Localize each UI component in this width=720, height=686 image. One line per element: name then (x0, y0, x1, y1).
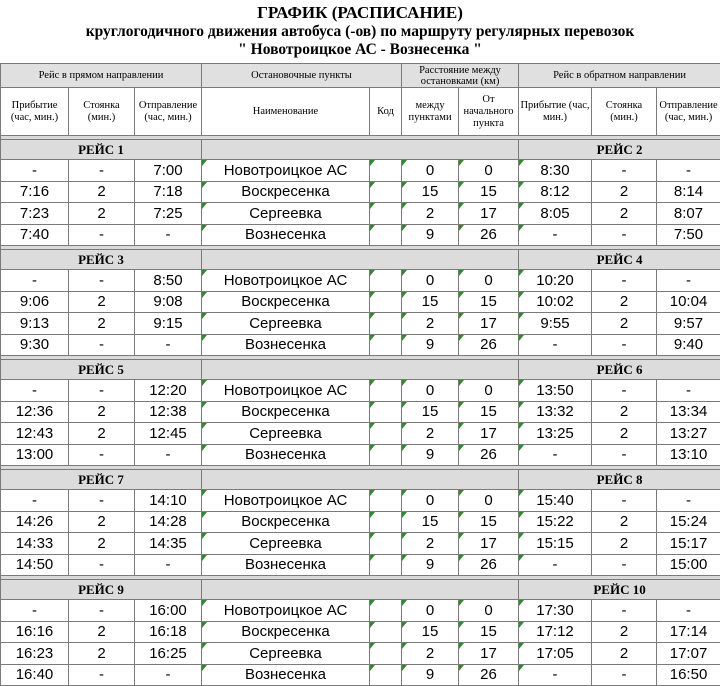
stop-name: Сергеевка (202, 423, 370, 445)
backward-stay: 2 (592, 291, 657, 313)
forward-departure: - (135, 224, 202, 246)
stop-name: Воскресенка (202, 181, 370, 203)
forward-arrival: - (1, 160, 69, 182)
header-backward-departure: Отправление (час, мин.) (657, 88, 720, 136)
forward-departure: 9:15 (135, 313, 202, 335)
distance-from-start: 17 (459, 203, 519, 225)
forward-arrival: 9:06 (1, 291, 69, 313)
backward-arrival: 15:22 (519, 511, 592, 533)
distance-between: 2 (402, 643, 459, 665)
forward-departure: 7:25 (135, 203, 202, 225)
stop-code (370, 664, 402, 686)
stop-name: Воскресенка (202, 291, 370, 313)
forward-stay: - (69, 600, 135, 622)
backward-arrival: 9:55 (519, 313, 592, 335)
stop-code (370, 224, 402, 246)
stop-name: Сергеевка (202, 313, 370, 335)
stop-code (370, 621, 402, 643)
stop-code (370, 334, 402, 356)
distance-between: 15 (402, 401, 459, 423)
header-backward-stay: Стоянка (мин.) (592, 88, 657, 136)
backward-arrival: 10:02 (519, 291, 592, 313)
backward-arrival: 17:30 (519, 600, 592, 622)
stop-code (370, 401, 402, 423)
backward-stay: - (592, 664, 657, 686)
header-distance: Расстояние между остановками (км) (402, 64, 519, 88)
schedule-table (0, 63, 720, 686)
forward-trip-label: РЕЙС 9 (1, 580, 202, 600)
table-row (1, 313, 720, 335)
distance-from-start: 26 (459, 444, 519, 466)
distance-from-start: 0 (459, 160, 519, 182)
backward-departure: - (657, 270, 720, 292)
backward-arrival: 8:12 (519, 181, 592, 203)
backward-departure: 10:04 (657, 291, 720, 313)
distance-between: 0 (402, 490, 459, 512)
trip-header-row (1, 360, 720, 380)
table-row (1, 270, 720, 292)
forward-departure: 9:08 (135, 291, 202, 313)
stop-name: Новотроицкое АС (202, 600, 370, 622)
table-row (1, 224, 720, 246)
forward-stay: 2 (69, 533, 135, 555)
header-backward-arrival: Прибытие (час, мин.) (519, 88, 592, 136)
forward-arrival: 14:33 (1, 533, 69, 555)
route-name: " Новотроицкое АС - Вознесенка " (0, 41, 720, 59)
forward-stay: 2 (69, 621, 135, 643)
distance-between: 0 (402, 270, 459, 292)
backward-stay: 2 (592, 643, 657, 665)
backward-trip-label: РЕЙС 2 (519, 140, 720, 160)
backward-arrival: - (519, 224, 592, 246)
backward-departure: 15:24 (657, 511, 720, 533)
table-row (1, 334, 720, 356)
stop-code (370, 291, 402, 313)
forward-stay: 2 (69, 643, 135, 665)
backward-arrival: 15:40 (519, 490, 592, 512)
stop-name: Вознесенка (202, 334, 370, 356)
forward-stay: 2 (69, 423, 135, 445)
forward-departure: - (135, 444, 202, 466)
forward-stay: 2 (69, 203, 135, 225)
stop-name: Сергеевка (202, 643, 370, 665)
table-row (1, 423, 720, 445)
distance-from-start: 17 (459, 533, 519, 555)
forward-arrival: - (1, 270, 69, 292)
stop-code (370, 270, 402, 292)
distance-from-start: 15 (459, 401, 519, 423)
distance-between: 2 (402, 203, 459, 225)
stop-name: Вознесенка (202, 224, 370, 246)
distance-from-start: 26 (459, 334, 519, 356)
stop-code (370, 554, 402, 576)
table-row (1, 621, 720, 643)
header-forward-arrival: Прибытие (час, мин.) (1, 88, 69, 136)
backward-stay: - (592, 224, 657, 246)
forward-trip-label: РЕЙС 7 (1, 470, 202, 490)
trip-header-row (1, 250, 720, 270)
stop-code (370, 160, 402, 182)
backward-stay: 2 (592, 533, 657, 555)
backward-stay: 2 (592, 181, 657, 203)
table-row (1, 444, 720, 466)
backward-departure: 17:07 (657, 643, 720, 665)
forward-departure: 12:20 (135, 380, 202, 402)
table-row (1, 643, 720, 665)
stop-name: Вознесенка (202, 444, 370, 466)
distance-from-start: 17 (459, 423, 519, 445)
stop-code (370, 490, 402, 512)
forward-stay: - (69, 664, 135, 686)
backward-stay: 2 (592, 423, 657, 445)
distance-from-start: 26 (459, 664, 519, 686)
backward-departure: 13:10 (657, 444, 720, 466)
distance-between: 9 (402, 224, 459, 246)
backward-stay: - (592, 444, 657, 466)
forward-departure: 12:45 (135, 423, 202, 445)
schedule-subtitle: круглогодичного движения автобуса (-ов) по маршруту регулярных перевозок (0, 23, 720, 41)
backward-arrival: 17:05 (519, 643, 592, 665)
backward-stay: - (592, 270, 657, 292)
backward-trip-label: РЕЙС 8 (519, 470, 720, 490)
forward-arrival: 12:43 (1, 423, 69, 445)
forward-arrival: 9:13 (1, 313, 69, 335)
forward-departure: 14:28 (135, 511, 202, 533)
trip-header-spacer (202, 140, 519, 160)
backward-arrival: 8:05 (519, 203, 592, 225)
forward-stay: - (69, 490, 135, 512)
table-row (1, 664, 720, 686)
stop-code (370, 423, 402, 445)
backward-stay: - (592, 334, 657, 356)
distance-between: 0 (402, 160, 459, 182)
header-name: Наименование (202, 88, 370, 136)
forward-arrival: - (1, 600, 69, 622)
backward-departure: 9:40 (657, 334, 720, 356)
header-stops: Остановочные пункты (202, 64, 402, 88)
table-row (1, 181, 720, 203)
backward-arrival: 13:32 (519, 401, 592, 423)
backward-arrival: 10:20 (519, 270, 592, 292)
forward-stay: 2 (69, 181, 135, 203)
table-row (1, 533, 720, 555)
backward-arrival: 8:30 (519, 160, 592, 182)
table-row (1, 554, 720, 576)
trip-header-row (1, 470, 720, 490)
stop-name: Вознесенка (202, 554, 370, 576)
stop-code (370, 533, 402, 555)
stop-name: Вознесенка (202, 664, 370, 686)
distance-between: 2 (402, 533, 459, 555)
backward-stay: - (592, 380, 657, 402)
backward-departure: - (657, 160, 720, 182)
trip-header-spacer (202, 250, 519, 270)
forward-departure: 8:50 (135, 270, 202, 292)
forward-departure: 14:35 (135, 533, 202, 555)
backward-stay: 2 (592, 203, 657, 225)
distance-from-start: 26 (459, 224, 519, 246)
distance-from-start: 0 (459, 600, 519, 622)
table-row (1, 600, 720, 622)
backward-departure: - (657, 600, 720, 622)
forward-arrival: 16:23 (1, 643, 69, 665)
stop-name: Новотроицкое АС (202, 380, 370, 402)
distance-between: 0 (402, 380, 459, 402)
forward-departure: 7:00 (135, 160, 202, 182)
forward-stay: - (69, 380, 135, 402)
header-row-columns (1, 88, 720, 136)
stop-name: Новотроицкое АС (202, 270, 370, 292)
backward-stay: 2 (592, 313, 657, 335)
backward-trip-label: РЕЙС 10 (519, 580, 720, 600)
backward-arrival: 13:25 (519, 423, 592, 445)
table-row (1, 490, 720, 512)
forward-stay: - (69, 270, 135, 292)
distance-from-start: 15 (459, 511, 519, 533)
forward-arrival: 13:00 (1, 444, 69, 466)
forward-trip-label: РЕЙС 3 (1, 250, 202, 270)
backward-departure: 13:34 (657, 401, 720, 423)
distance-between: 15 (402, 621, 459, 643)
stop-code (370, 181, 402, 203)
distance-from-start: 26 (459, 554, 519, 576)
backward-stay: - (592, 600, 657, 622)
backward-arrival: - (519, 554, 592, 576)
header-forward-departure: Отправление (час, мин.) (135, 88, 202, 136)
forward-arrival: 7:16 (1, 181, 69, 203)
trip-header-row (1, 140, 720, 160)
stop-code (370, 203, 402, 225)
distance-between: 9 (402, 334, 459, 356)
trip-header-spacer (202, 360, 519, 380)
stop-name: Сергеевка (202, 533, 370, 555)
stop-name: Воскресенка (202, 401, 370, 423)
backward-arrival: 15:15 (519, 533, 592, 555)
distance-between: 0 (402, 600, 459, 622)
distance-from-start: 15 (459, 291, 519, 313)
backward-trip-label: РЕЙС 4 (519, 250, 720, 270)
trip-header-row (1, 580, 720, 600)
distance-between: 15 (402, 181, 459, 203)
forward-stay: - (69, 160, 135, 182)
table-row (1, 291, 720, 313)
backward-departure: 8:14 (657, 181, 720, 203)
backward-stay: - (592, 554, 657, 576)
backward-departure: 9:57 (657, 313, 720, 335)
stop-name: Новотроицкое АС (202, 160, 370, 182)
stop-name: Сергеевка (202, 203, 370, 225)
backward-departure: 8:07 (657, 203, 720, 225)
table-row (1, 160, 720, 182)
forward-arrival: 12:36 (1, 401, 69, 423)
forward-arrival: 16:40 (1, 664, 69, 686)
forward-departure: 14:10 (135, 490, 202, 512)
backward-stay: - (592, 160, 657, 182)
header-backward: Рейс в обратном направлении (519, 64, 720, 88)
stop-name: Воскресенка (202, 511, 370, 533)
distance-between: 15 (402, 511, 459, 533)
forward-arrival: - (1, 490, 69, 512)
distance-between: 9 (402, 554, 459, 576)
backward-arrival: 13:50 (519, 380, 592, 402)
stop-name: Воскресенка (202, 621, 370, 643)
backward-stay: 2 (592, 511, 657, 533)
forward-departure: 16:18 (135, 621, 202, 643)
forward-departure: - (135, 664, 202, 686)
table-row (1, 380, 720, 402)
forward-stay: - (69, 444, 135, 466)
trip-header-spacer (202, 580, 519, 600)
stop-code (370, 380, 402, 402)
forward-arrival: - (1, 380, 69, 402)
table-row (1, 511, 720, 533)
distance-from-start: 17 (459, 313, 519, 335)
table-row (1, 203, 720, 225)
backward-departure: 15:17 (657, 533, 720, 555)
backward-stay: 2 (592, 621, 657, 643)
forward-arrival: 14:50 (1, 554, 69, 576)
forward-arrival: 7:23 (1, 203, 69, 225)
forward-departure: 16:00 (135, 600, 202, 622)
forward-trip-label: РЕЙС 1 (1, 140, 202, 160)
distance-from-start: 15 (459, 621, 519, 643)
header-between: между пунктами (402, 88, 459, 136)
forward-arrival: 16:16 (1, 621, 69, 643)
distance-from-start: 0 (459, 380, 519, 402)
forward-stay: - (69, 224, 135, 246)
distance-between: 15 (402, 291, 459, 313)
header-forward: Рейс в прямом направлении (1, 64, 202, 88)
stop-code (370, 313, 402, 335)
forward-stay: 2 (69, 511, 135, 533)
backward-arrival: - (519, 444, 592, 466)
stop-code (370, 643, 402, 665)
forward-departure: - (135, 554, 202, 576)
forward-departure: 12:38 (135, 401, 202, 423)
stop-code (370, 600, 402, 622)
header-from-start: От начального пункта (459, 88, 519, 136)
backward-departure: 17:14 (657, 621, 720, 643)
backward-trip-label: РЕЙС 6 (519, 360, 720, 380)
stop-code (370, 444, 402, 466)
distance-from-start: 0 (459, 270, 519, 292)
backward-departure: 15:00 (657, 554, 720, 576)
backward-departure: - (657, 380, 720, 402)
forward-trip-label: РЕЙС 5 (1, 360, 202, 380)
forward-stay: 2 (69, 291, 135, 313)
distance-from-start: 0 (459, 490, 519, 512)
table-row (1, 401, 720, 423)
distance-from-start: 15 (459, 181, 519, 203)
backward-arrival: - (519, 334, 592, 356)
backward-stay: - (592, 490, 657, 512)
forward-arrival: 9:30 (1, 334, 69, 356)
backward-departure: 16:50 (657, 664, 720, 686)
backward-arrival: 17:12 (519, 621, 592, 643)
forward-departure: 7:18 (135, 181, 202, 203)
stop-name: Новотроицкое АС (202, 490, 370, 512)
backward-departure: - (657, 490, 720, 512)
forward-stay: - (69, 554, 135, 576)
forward-stay: 2 (69, 313, 135, 335)
backward-stay: 2 (592, 401, 657, 423)
backward-departure: 7:50 (657, 224, 720, 246)
header-code: Код (370, 88, 402, 136)
header-row-groups (1, 64, 720, 88)
stop-code (370, 511, 402, 533)
trip-header-spacer (202, 470, 519, 490)
forward-arrival: 14:26 (1, 511, 69, 533)
header-forward-stay: Стоянка (мин.) (69, 88, 135, 136)
forward-stay: 2 (69, 401, 135, 423)
forward-stay: - (69, 334, 135, 356)
forward-departure: 16:25 (135, 643, 202, 665)
distance-between: 2 (402, 423, 459, 445)
distance-between: 9 (402, 444, 459, 466)
forward-arrival: 7:40 (1, 224, 69, 246)
backward-departure: 13:27 (657, 423, 720, 445)
backward-arrival: - (519, 664, 592, 686)
distance-between: 9 (402, 664, 459, 686)
distance-from-start: 17 (459, 643, 519, 665)
schedule-title: ГРАФИК (РАСПИСАНИЕ) (0, 3, 720, 23)
forward-departure: - (135, 334, 202, 356)
distance-between: 2 (402, 313, 459, 335)
